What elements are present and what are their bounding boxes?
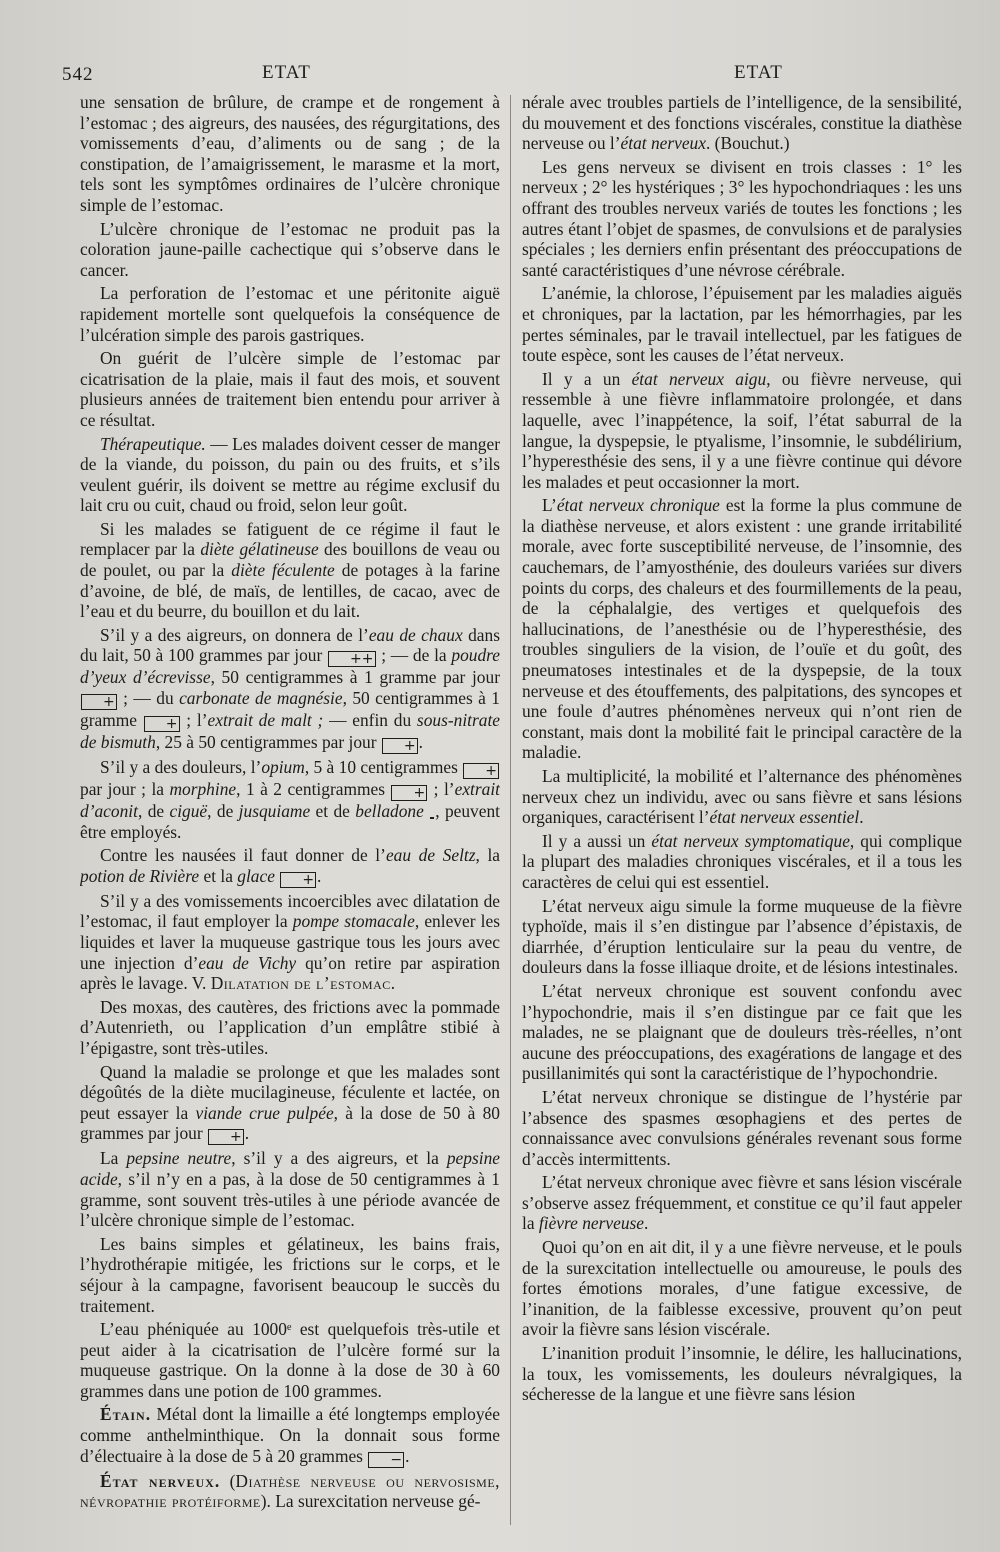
paragraph: Il y a aussi un état nerveux symptomatique, qui complique la plupart des maladies chroniques viscérales, et il a tous les caractères de celui qui est essentiel. [522,830,962,892]
plus-symbol: + [391,785,427,801]
paragraph: Quoi qu’on en ait dit, il y a une fièvre nerveuse, et le pouls de la surexcitation intellectuelle ou amoureuse, le pouls des fortes émotions morales, d’une fatigue excessive, de l’inanition, de la faiblesse excessive, prouvent qu’on peut avoir la fièvre sans lésion viscérale. [522,1237,962,1340]
left-running-title: ETAT [262,62,311,83]
paragraph: Il y a un état nerveux aigu, ou fièvre nerveuse, qui ressemble à une fièvre inflammatoire prolongée, et dans laquelle, avec l’inappétence, la soif, l’état saburral de la langue, la dyspepsie, le ptyalisme, l’insomnie, le subdélirium, l’hyperesthésie des sens, il y a une fièvre continue qui dévore les malades et peut occasionner la mort. [522,368,962,492]
paragraph: L’inanition produit l’insomnie, le délire, les hallucinations, la toux, les vomissements, les douleurs névralgiques, la sécheresse de la langue et une fièvre sans lésion [522,1343,962,1405]
running-head [62,58,962,86]
empty-box-symbol [430,817,434,819]
paragraph: Des moxas, des cautères, des frictions avec la pommade d’Autenrieth, ou l’application d’un emplâtre stibié à l’épigastre, sont très-utiles. [80,996,500,1058]
entry-term: État nerveux. [100,1470,221,1491]
paragraph: La multiplicité, la mobilité et l’alternance des phénomènes nerveux chez un individu, avec ou sans fièvre et sans lésions organiques, caractérisent l’état nerveux essentiel. [522,766,962,828]
page-number: 542 [62,64,94,85]
paragraph: S’il y a des aigreurs, on donnera de l’eau de chaux dans du lait, 50 à 100 grammes par jour ++ ; — de la poudre d’yeux d’écrevisse, 50 centigrammes à 1 gramme par jour + ; — du carbonate de magnésie, 50 centigrammes à 1 gramme + ; l’extrait de malt ; — enfin du sous-nitrate de bismuth, 25 à 50 centigrammes par jour + . [80,624,500,755]
dictionary-entry: Étain. Métal dont la limaille a été longtemps employée comme anthelminthique. On la donnait sous forme d’électuaire à la dose de 5 à 20 grammes − . [80,1404,500,1468]
plus-symbol: + [81,694,117,710]
paragraph: S’il y a des vomissements incoercibles avec dilatation de l’estomac, il faut employer la pompe stomacale, enlever les liquides et laver la muqueuse gastrique tous les jours avec une injection d’eau de Vichy qu’on retire par aspiration après le lavage. V. Dilatation de l’estomac. [80,890,500,994]
left-column [80,92,500,1532]
dictionary-entry: État nerveux. (Diathèse nerveuse ou nervosisme, névropathie protéiforme). La surexcitation nerveuse gé- [80,1470,500,1512]
paragraph: La pepsine neutre, s’il y a des aigreurs, et la pepsine acide, s’il n’y en a pas, à la dose de 50 centigrammes à 1 gramme, sont souvent très-utiles à une période avancée de l’ulcère chronique simple de l’estomac. [80,1148,500,1231]
paragraph: Les bains simples et gélatineux, les bains frais, l’hydrothérapie mitigée, les frictions sur le corps, et le séjour à la campagne, favorisent beaucoup le succès du traitement. [80,1233,500,1316]
plus-symbol: + [280,872,316,888]
paragraph: On guérit de l’ulcère simple de l’estomac par cicatrisation de la plaie, mais il faut des mois, et souvent plusieurs années de traitement bien entendu pour arriver à ce résultat. [80,348,500,430]
plus-symbol: + [208,1129,244,1145]
paragraph: L’état nerveux chronique est souvent confondu avec l’hypochondrie, mais il s’en distingue par ce fait que les malades, ne se plaignant que de douleurs très-réelles, n’ont aucune des préoccupations, des exagérations de langage et des pusillanimités qui sont la caractéristique de l’hypochondrie. [522,980,962,1084]
paragraph: L’état nerveux chronique se distingue de l’hystérie par l’absence des spasmes œsophagiens et des pertes de connaissance avec convulsions générales revenant sous forme d’accès intermittents. [522,1086,962,1169]
right-running-title: ETAT [734,62,783,83]
plus-plus-symbol: ++ [328,651,375,667]
minus-symbol: − [368,1452,404,1468]
paragraph: S’il y a des douleurs, l’opium, 5 à 10 centigrammes + par jour ; la morphine, 1 à 2 centigrammes + ; l’extrait d’aconit, de ciguë, de jusquiame et de belladone , peuvent être employés. [80,757,500,842]
paragraph: Contre les nausées il faut donner de l’eau de Seltz, la potion de Rivière et la glace + . [80,845,500,888]
paragraph: L’état nerveux chronique avec fièvre et sans lésion viscérale s’observe assez fréquemment, et constitue ce qu’il faut appeler la fièvre nerveuse. [522,1172,962,1234]
paragraph: L’ulcère chronique de l’estomac ne produit pas la coloration jaune-paille cachectique qui s’observe dans le cancer. [80,218,500,280]
right-column [522,92,962,1532]
plus-symbol: + [144,716,180,732]
paragraph: L’état nerveux chronique est la forme la plus commune de la diathèse nerveuse, et alors existent : une grande irritabilité morale, avec forte susceptibilité nerveuse, de l’insomnie, des cauchemars, de l’amyosthénie, des douleurs variées sur divers points du corps, des chaleurs et des fourmillements de la peau, de la céphalalgie, des vertiges et quelquefois des hallucinations, de l’anesthésie ou de l’hyperesthésie, des troubles singuliers de la vision, de l’ouïe et du goût, des pneumatoses intestinales et de la dyspepsie, de la toux nerveuse et des étouffements, des palpitations, des syncopes et une foule d’autres phénomènes nerveux qui n’ont rien de constant, mais dont la mobilité fait le principal caractère de la maladie. [522,495,962,763]
plus-symbol: + [463,763,499,779]
paragraph: nérale avec troubles partiels de l’intelligence, de la sensibilité, du mouvement et des fonctions viscérales, constitue la diathèse nerveuse ou l’état nerveux. (Bouchut.) [522,92,962,154]
paragraph: une sensation de brûlure, de crampe et de rongement à l’estomac ; des aigreurs, des nausées, des régurgitations, des vomissements d’eau, d’aliments ou de sang ; de la constipation, de l’amaigrissement, le marasme et la mort, tels sont les symptômes ordinaires de l’ulcère chronique simple de l’estomac. [80,92,500,215]
paragraph: L’état nerveux aigu simule la forme muqueuse de la fièvre typhoïde, mais il s’en distingue par l’absence d’épistaxis, de diarrhée, d’éruption lenticulaire sur la peau du ventre, de douleurs dans la fosse illiaque droite, et de lésions intestinales. [522,895,962,978]
paragraph: Si les malades se fatiguent de ce régime il faut le remplacer par la diète gélatineuse des bouillons de veau ou de poulet, ou par la diète féculente de potages à la farine d’avoine, de blé, de maïs, de lentilles, de cacao, avec de l’eau et du beurre, du bouillon et du lait. [80,518,500,622]
paragraph: Les gens nerveux se divisent en trois classes : 1° les nerveux ; 2° les hystériques ; 3° les hypochondriaques : les uns offrant des troubles nerveux variés de toutes les fonctions ; les autres étant l’objet de spasmes, de convulsions et de paralysies spéciales ; les derniers enfin présentant des préoccupations de santé caractéristiques d’une névrose cérébrale. [522,156,962,280]
paragraph: L’eau phéniquée au 1000ᵉ est quelquefois très-utile et peut aider à la cicatrisation de l’ulcère formé sur la muqueuse gastrique. On la donne à la dose de 30 à 60 grammes dans une potion de 100 grammes. [80,1319,500,1401]
section-label: Thérapeutique. [100,433,206,454]
entry-synonyms: Diathèse nerveuse ou nervosisme, névropathie protéiforme [80,1470,500,1512]
paragraph: Quand la maladie se prolonge et que les malades sont dégoûtés de la diète mucilagineuse, féculente et lactée, on peut essayer la viande crue pulpée, à la dose de 50 à 80 grammes par jour + . [80,1061,500,1146]
paragraph: La perforation de l’estomac et une péritonite aiguë rapidement mortelle sont quelquefois la conséquence de l’ulcération simple des parois gastriques. [80,283,500,345]
cross-reference: Dilatation de l’estomac [210,973,391,994]
plus-symbol: + [382,738,418,754]
entry-term: Étain. [100,1404,152,1425]
column-divider [510,95,511,1525]
paragraph: L’anémie, la chlorose, l’épuisement par les maladies aiguës et chroniques, par la lactation, par les hémorrhagies, par les pertes séminales, par le travail intellectuel, par les fatigues de toute espèce, sont les causes de l’état nerveux. [522,283,962,366]
paragraph: Thérapeutique. — Les malades doivent cesser de manger de la viande, du poisson, du pain ou des fruits, et s’ils veulent guérir, ils doivent se mettre au régime exclusif du lait cru ou cuit, chaud ou froid, selon leur goût. [80,433,500,516]
